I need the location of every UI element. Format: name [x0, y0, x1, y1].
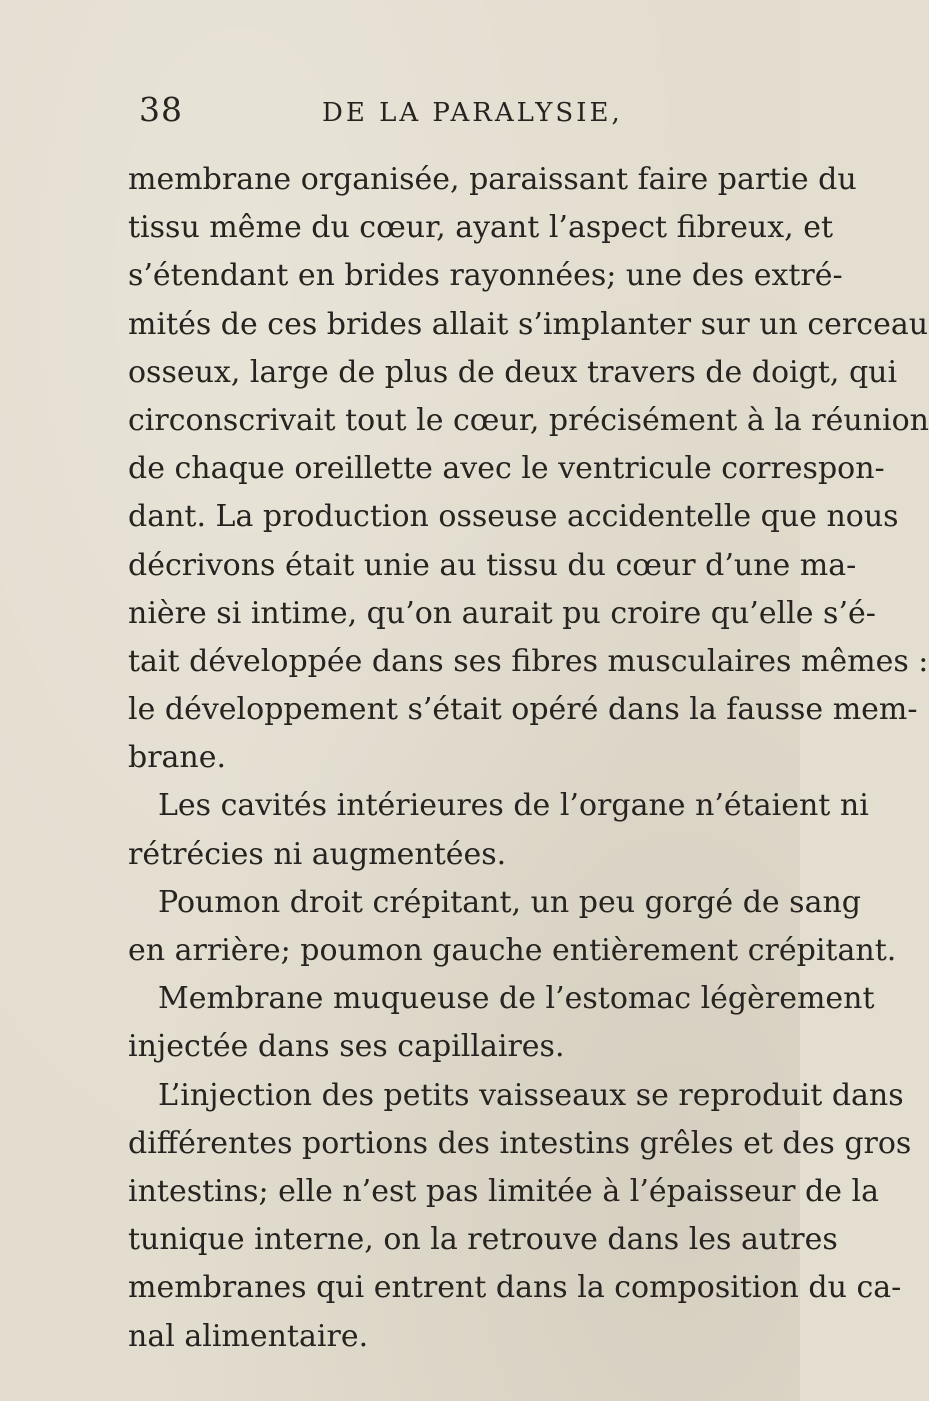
text-line: tunique interne, on la retrouve dans les autres	[128, 1222, 838, 1258]
text-line: Membrane muqueuse de l’estomac légèrement	[158, 981, 875, 1017]
text-line: tait développée dans ses fibres musculaires mêmes :	[128, 643, 929, 679]
text-line: brane.	[128, 740, 227, 776]
text-line: Les cavités intérieures de l’organe n’étaient ni	[158, 788, 869, 824]
text-line: de chaque oreillette avec le ventricule correspon-	[128, 451, 885, 487]
text-line: décrivons était unie au tissu du cœur d’une ma-	[128, 547, 857, 583]
page-header	[0, 90, 800, 140]
text-line: le développement s’était opéré dans la fausse mem-	[128, 692, 918, 728]
body-text	[128, 156, 929, 1361]
text-line: s’étendant en brides rayonnées; une des extré-	[128, 258, 843, 294]
text-line: différentes portions des intestins grêles et des gros	[128, 1125, 912, 1161]
running-head: DE LA PARALYSIE,	[322, 98, 623, 128]
text-line: dant. La production osseuse accidentelle que nous	[128, 499, 899, 535]
text-line: en arrière; poumon gauche entièrement crépitant.	[128, 933, 897, 968]
text-line: rétrécies ni augmentées.	[128, 836, 507, 872]
page-number: 38	[139, 90, 183, 129]
text-line: tissu même du cœur, ayant l’aspect fibreux, et	[128, 210, 834, 246]
text-line: nière si intime, qu’on aurait pu croire qu’elle s’é-	[128, 595, 876, 631]
text-line: nal alimentaire.	[128, 1318, 369, 1354]
text-line: intestins; elle n’est pas limitée à l’épaisseur de la	[128, 1173, 880, 1209]
text-line: osseux, large de plus de deux travers de doigt, qui	[128, 354, 898, 390]
text-line: membranes qui entrent dans la composition du ca-	[128, 1270, 902, 1306]
text-line: mités de ces brides allait s’implanter sur un cerceau	[128, 306, 929, 342]
text-line: membrane organisée, paraissant faire partie du	[128, 162, 857, 197]
text-line: injectée dans ses capillaires.	[128, 1029, 565, 1065]
text-line: circonscrivait tout le cœur, précisément à la réunion	[128, 402, 929, 438]
text-line: Poumon droit crépitant, un peu gorgé de sang	[158, 884, 861, 920]
text-line: L’injection des petits vaisseaux se reproduit dans	[158, 1077, 904, 1113]
